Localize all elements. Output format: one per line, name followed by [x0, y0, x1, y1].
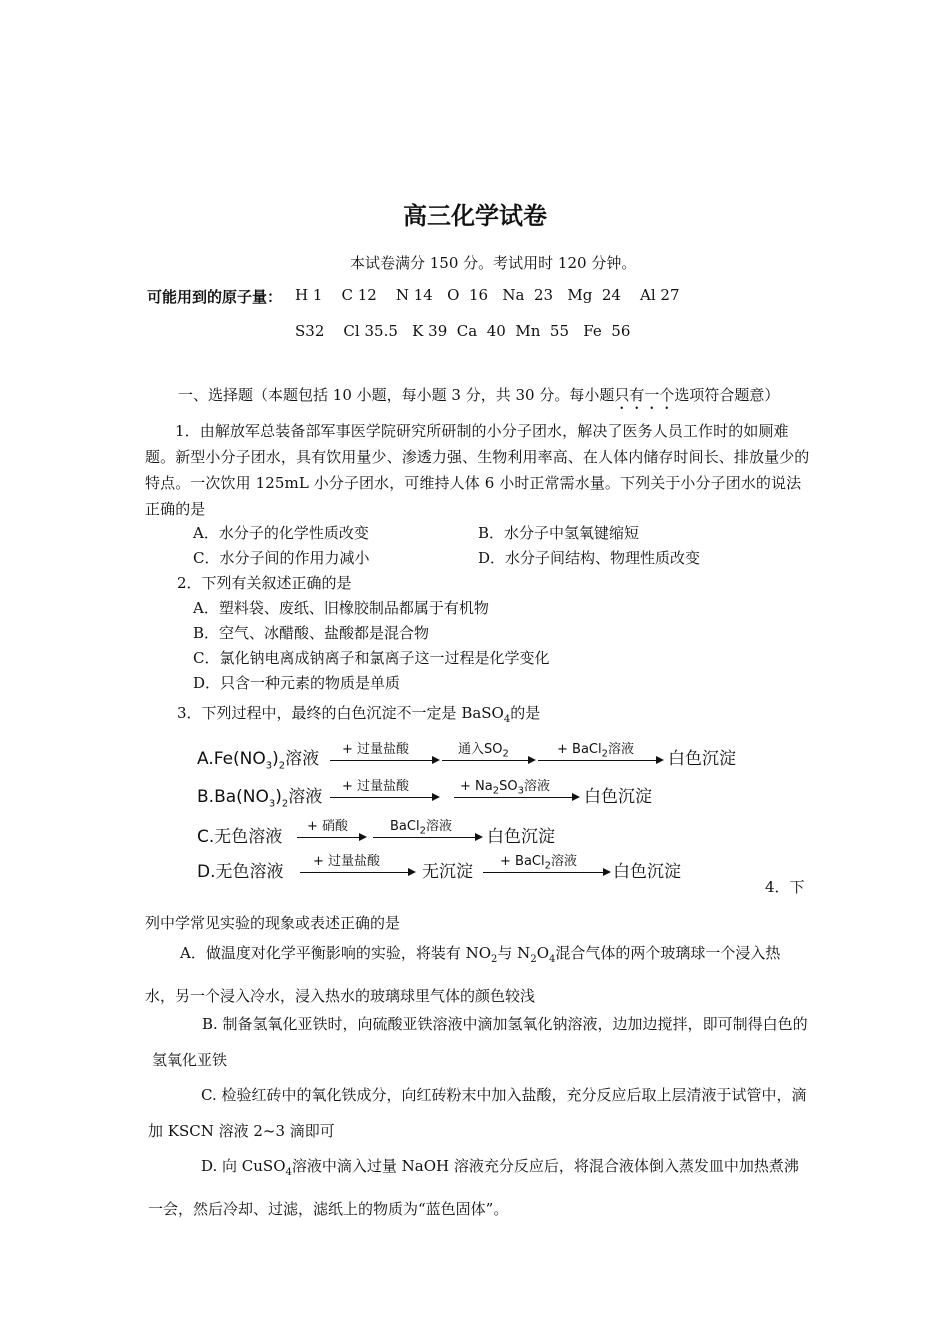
- reaction-a-product: 白色沉淀: [668, 749, 736, 769]
- reaction-b-product: 白色沉淀: [584, 787, 652, 807]
- question-4-option-d-sub: 4: [285, 1167, 292, 1178]
- question-4-option-c: C. 检验红砖中的氧化铁成分，向红砖粉末中加入盐酸，充分反应后取上层清液于试管中，滴加 KSCN 溶液 2~3 滴即可: [148, 1086, 807, 1140]
- reaction-d-arrow-2-head: [603, 868, 611, 876]
- question-4-option-d-pre: D. 向 CuSO: [201, 1157, 286, 1175]
- reaction-b-reagent-2-text: + Na: [460, 779, 493, 794]
- reaction-b-reagent-2-mid: SO: [499, 779, 518, 794]
- reaction-b-arrow-2-head: [572, 793, 580, 801]
- atomic-mass-label: 可能用到的原子量：: [147, 288, 283, 306]
- reaction-d-product: 白色沉淀: [613, 862, 681, 882]
- question-1-stem: 1．由解放军总装备部军事医学院研究所研制的小分子团水，解决了医务人员工作时的如厕难题。新型小分子团水，具有饮用量少、渗透力强、生物利用率高、在人体内储存时间长、排放量少的特点。一次饮用 125mL 小分子团水，可维持人体 6 小时正常需水量。下列关于小分子团水的说法正确的是: [145, 422, 810, 518]
- question-4-option-d: [148, 1148, 810, 1227]
- question-4-option-a-post: 混合气体的两个玻璃球一个浸入热水，另一个浸入冷水，浸入热水的玻璃球里气体的颜色较浅: [145, 944, 781, 1005]
- question-2-option-b: B．空气、冰醋酸、盐酸都是混合物: [193, 624, 430, 642]
- reaction-b-reagent-2: [460, 775, 550, 797]
- reaction-a-start-post: ): [272, 749, 279, 769]
- section-heading-pre: 一、选择题（本题包括 10 小题，每小题 3 分，共 30 分。每小题: [178, 386, 615, 404]
- section-heading-post: 选项符合题意）: [674, 386, 780, 404]
- reaction-d-reagent-2-tail: 溶液: [550, 854, 577, 869]
- question-4-option-a-sub2: 2: [530, 954, 537, 965]
- reaction-b-start-sub2: 2: [281, 798, 289, 810]
- reaction-b-arrow-1-head: [432, 793, 440, 801]
- reaction-b-reagent-2-sub2: 3: [517, 785, 524, 797]
- reaction-c-arrow-1-head: [359, 833, 367, 841]
- reaction-a-reagent-2: [458, 738, 509, 760]
- question-4-stem: 列中学常见实验的现象或表述正确的是: [145, 914, 401, 932]
- reaction-c-reagent-1: + 硝酸: [307, 819, 349, 834]
- reaction-d-intermediate: 无沉淀: [422, 862, 473, 882]
- question-2-option-a: A．塑料袋、废纸、旧橡胶制品都属于有机物: [193, 599, 489, 617]
- atomic-mass-line-2: S32 Cl 35.5 K 39 Ca 40 Mn 55 Fe 56: [295, 322, 631, 340]
- section-heading-emphasis: 只有一个: [614, 386, 675, 404]
- question-3-stem: [177, 702, 540, 725]
- reaction-a-start-pre: A.Fe(NO: [197, 749, 266, 769]
- reaction-d-arrow-2: [483, 872, 605, 873]
- reaction-c-reagent-2-text: BaCl: [390, 819, 420, 834]
- reaction-c-arrow-2-head: [475, 833, 483, 841]
- question-4-option-a-mid: 与 N: [497, 944, 531, 962]
- reaction-c-product: 白色沉淀: [487, 827, 555, 847]
- question-4-option-b: B. 制备氢氧化亚铁时，向硫酸亚铁溶液中滴加氢氧化钠溶液，边加边搅拌，即可制得白色的氢氧化亚铁: [152, 1015, 808, 1069]
- question-1-option-a: A．水分子的化学性质改变: [193, 524, 369, 542]
- reaction-a-arrow-3-head: [656, 756, 664, 764]
- question-3-stem-post: 的是: [510, 704, 541, 722]
- reaction-d-reagent-1: + 过量盐酸: [313, 854, 381, 869]
- reaction-b-start-post: ): [275, 787, 282, 807]
- question-2-stem: 2．下列有关叙述正确的是: [177, 574, 352, 592]
- page-title: 高三化学试卷: [403, 202, 547, 230]
- reaction-d-start: D.无色溶液: [197, 862, 284, 882]
- reaction-b-start-sub: 3: [268, 798, 276, 810]
- reaction-a-arrow-1-head: [432, 756, 440, 764]
- reaction-c-reagent-2: [390, 815, 452, 837]
- reaction-a-reagent-3-tail: 溶液: [607, 742, 634, 757]
- reaction-b-start-tail: 溶液: [288, 787, 323, 807]
- reaction-a-reagent-3: [557, 738, 634, 760]
- reaction-b-start-pre: B.Ba(NO: [197, 787, 269, 807]
- reaction-d-arrow-1-head: [408, 868, 416, 876]
- reaction-a-arrow-3: [538, 760, 658, 761]
- reaction-c-arrow-2: [373, 837, 477, 838]
- reaction-b-reagent-2-sub: 2: [492, 785, 500, 797]
- question-3-stem-sub: 4: [503, 714, 511, 725]
- atomic-mass-line-1: H 1 C 12 N 14 O 16 Na 23 Mg 24 Al 27: [295, 286, 680, 304]
- question-4-number: 4．下: [765, 878, 805, 896]
- reaction-c-reagent-2-sub: 2: [419, 825, 426, 837]
- reaction-d-arrow-1: [300, 872, 410, 873]
- reaction-a-reagent-2-text: 通入SO: [458, 742, 503, 757]
- reaction-a-arrow-1: [330, 760, 434, 761]
- reaction-a-arrow-2-head: [528, 756, 536, 764]
- reaction-a-start: [197, 744, 319, 771]
- reaction-a-start-tail: 溶液: [285, 749, 320, 769]
- reaction-d-reagent-2-text: + BaCl: [500, 854, 545, 869]
- reaction-c-start: C.无色溶液: [197, 827, 283, 847]
- question-4-option-a: [145, 935, 810, 1014]
- section-heading: [178, 384, 779, 413]
- reaction-b-start: [197, 782, 322, 809]
- reaction-b-arrow-1: [330, 797, 434, 798]
- question-2-option-d: D．只含一种元素的物质是单质: [193, 674, 401, 692]
- question-4-option-d-post: 溶液中滴入过量 NaOH 溶液充分反应后，将混合液体倒入蒸发皿中加热煮沸一会，然后冷却、过滤，滤纸上的物质为“蓝色固体”。: [148, 1157, 799, 1218]
- question-4-option-a-mid2: O: [536, 944, 549, 962]
- reaction-c-arrow-1: [297, 837, 361, 838]
- exam-subtitle: 本试卷满分 150 分。考试用时 120 分钟。: [350, 254, 637, 272]
- reaction-c-reagent-2-tail: 溶液: [425, 819, 452, 834]
- question-2-option-c: C．氯化钠电离成钠离子和氯离子这一过程是化学变化: [193, 649, 550, 667]
- reaction-b-reagent-2-tail: 溶液: [523, 779, 550, 794]
- question-4-option-a-pre: A．做温度对化学平衡影响的实验，将装有 NO: [180, 944, 492, 962]
- reaction-a-reagent-2-sub: 2: [502, 748, 509, 760]
- reaction-a-start-sub2: 2: [278, 760, 286, 772]
- question-1-option-c: C．水分子间的作用力减小: [193, 549, 370, 567]
- question-1-option-b: B．水分子中氢氧键缩短: [478, 524, 640, 542]
- question-4-option-a-sub3: 4: [549, 954, 556, 965]
- question-4-option-a-sub1: 2: [491, 954, 498, 965]
- question-3-stem-pre: 3．下列过程中，最终的白色沉淀不一定是 BaSO: [177, 704, 504, 722]
- question-1-option-d: D．水分子间结构、物理性质改变: [478, 549, 701, 567]
- reaction-a-start-sub: 3: [265, 760, 273, 772]
- reaction-a-arrow-2: [442, 760, 530, 761]
- reaction-b-arrow-2: [454, 797, 574, 798]
- reaction-a-reagent-3-sub: 2: [601, 748, 608, 760]
- reaction-b-reagent-1: + 过量盐酸: [342, 779, 410, 794]
- reaction-a-reagent-3-text: + BaCl: [557, 742, 602, 757]
- reaction-d-reagent-2: [500, 850, 577, 872]
- reaction-a-reagent-1: + 过量盐酸: [342, 742, 410, 757]
- reaction-d-reagent-2-sub: 2: [544, 860, 551, 872]
